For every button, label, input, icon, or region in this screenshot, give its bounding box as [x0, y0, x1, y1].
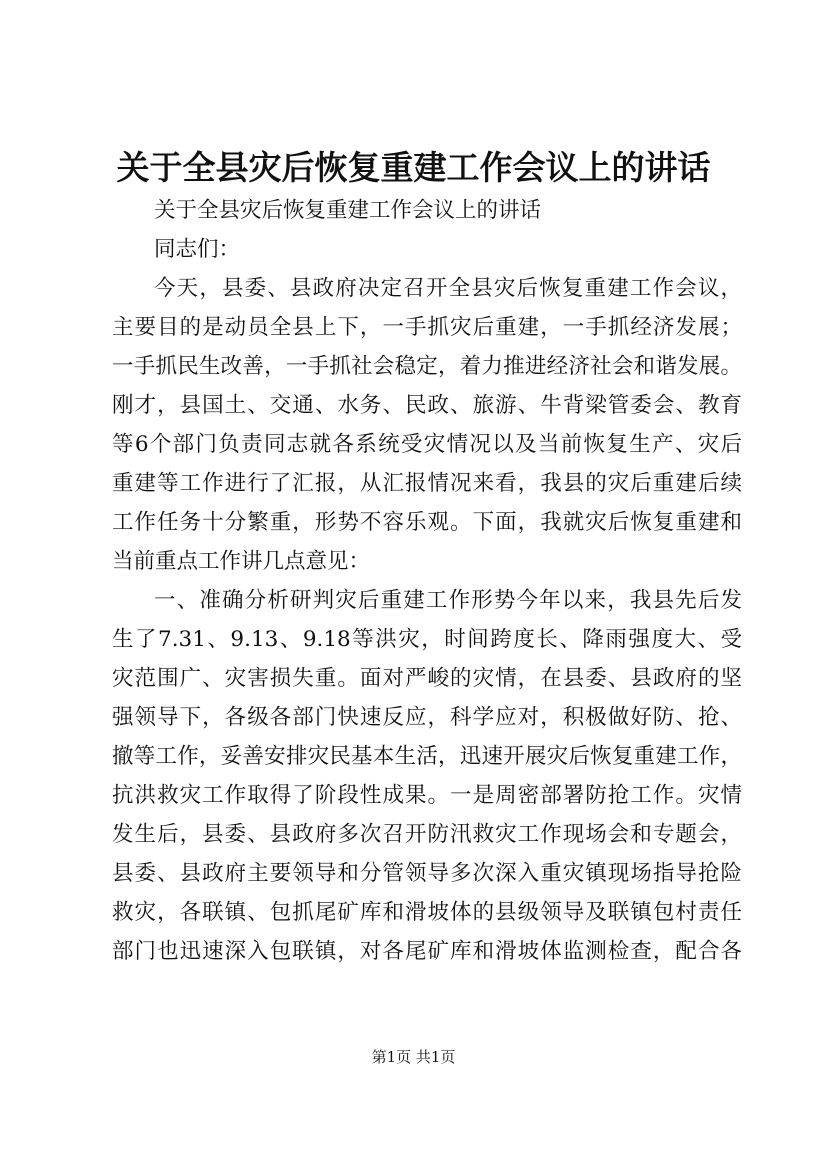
- body-line: 关于全县灾后恢复重建工作会议上的讲话: [154, 198, 542, 223]
- page-footer: 第1页 共1页: [371, 1048, 456, 1066]
- body-line: 主要目的是动员全县上下，一手抓灾后重建，一手抓经济发展；: [112, 315, 742, 340]
- body-line: 撤等工作，妥善安排灾民基本生活，迅速开展灾后恢复重建工作，: [112, 744, 742, 769]
- body-line: 重建等工作进行了汇报，从汇报情况来看，我县的灾后重建后续: [112, 471, 742, 496]
- body-line: 一、准确分析研判灾后重建工作形势今年以来，我县先后发: [154, 588, 742, 613]
- body-line: 等6个部门负责同志就各系统受灾情况以及当前恢复生产、灾后: [112, 432, 742, 457]
- body-line: 救灾，各联镇、包抓尾矿库和滑坡体的县级领导及联镇包村责任: [112, 900, 742, 925]
- document-body: [112, 191, 742, 971]
- document-title: 关于全县灾后恢复重建工作会议上的讲话: [116, 148, 711, 187]
- body-line: 生了7.31、9.13、9.18等洪灾，时间跨度长、降雨强度大、受: [112, 627, 742, 652]
- body-line: 刚才，县国土、交通、水务、民政、旅游、牛背梁管委会、教育: [112, 393, 742, 418]
- body-line: 部门也迅速深入包联镇，对各尾矿库和滑坡体监测检查，配合各: [112, 939, 742, 964]
- body-line: 灾范围广、灾害损失重。面对严峻的灾情，在县委、县政府的坚: [112, 666, 742, 691]
- body-line: 今天，县委、县政府决定召开全县灾后恢复重建工作会议，: [154, 276, 742, 301]
- body-line: 工作任务十分繁重，形势不容乐观。下面，我就灾后恢复重建和: [112, 510, 742, 535]
- body-line: 当前重点工作讲几点意见：: [112, 549, 371, 574]
- body-line: 县委、县政府主要领导和分管领导多次深入重灾镇现场指导抢险: [112, 861, 742, 886]
- body-line: 一手抓民生改善，一手抓社会稳定，着力推进经济社会和谐发展。: [112, 354, 742, 379]
- body-line: 抗洪救灾工作取得了阶段性成果。一是周密部署防抢工作。灾情: [112, 783, 742, 808]
- body-line: 强领导下，各级各部门快速反应，科学应对，积极做好防、抢、: [112, 705, 742, 730]
- body-line: 发生后，县委、县政府多次召开防汛救灾工作现场会和专题会，: [112, 822, 742, 847]
- body-line: 同志们：: [154, 237, 241, 262]
